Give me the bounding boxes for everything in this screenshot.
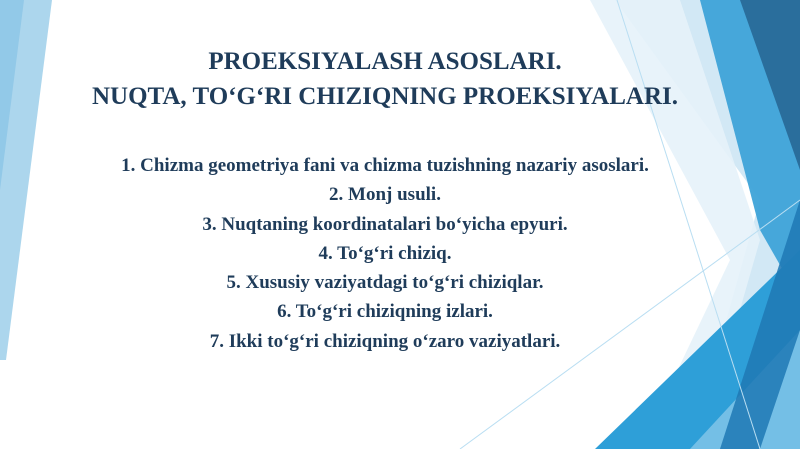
agenda-list xyxy=(0,151,770,356)
agenda-item: 7. Ikki to‘g‘ri chiziqning o‘zaro vaziyatlari. xyxy=(209,330,561,352)
slide-title xyxy=(0,44,770,114)
agenda-item: 3. Nuqtaning koordinatalari bo‘yicha epyuri. xyxy=(202,213,568,235)
agenda-item: 5. Xususiy vaziyatdagi to‘g‘ri chiziqlar. xyxy=(226,272,544,294)
agenda-item: 4. To‘g‘ri chiziq. xyxy=(318,242,452,264)
title-line-2: NUQTA, TO‘G‘RI CHIZIQNING PROEKSIYALARI. xyxy=(92,83,678,110)
agenda-item: 1. Chizma geometriya fani va chizma tuzishning nazariy asoslari. xyxy=(121,155,649,176)
agenda-item: 2. Monj usuli. xyxy=(329,184,441,206)
agenda-item: 6. To‘g‘ri chiziqning izlari. xyxy=(277,301,493,323)
title-line-1: PROEKSIYALASH ASOSLARI. xyxy=(208,48,562,75)
